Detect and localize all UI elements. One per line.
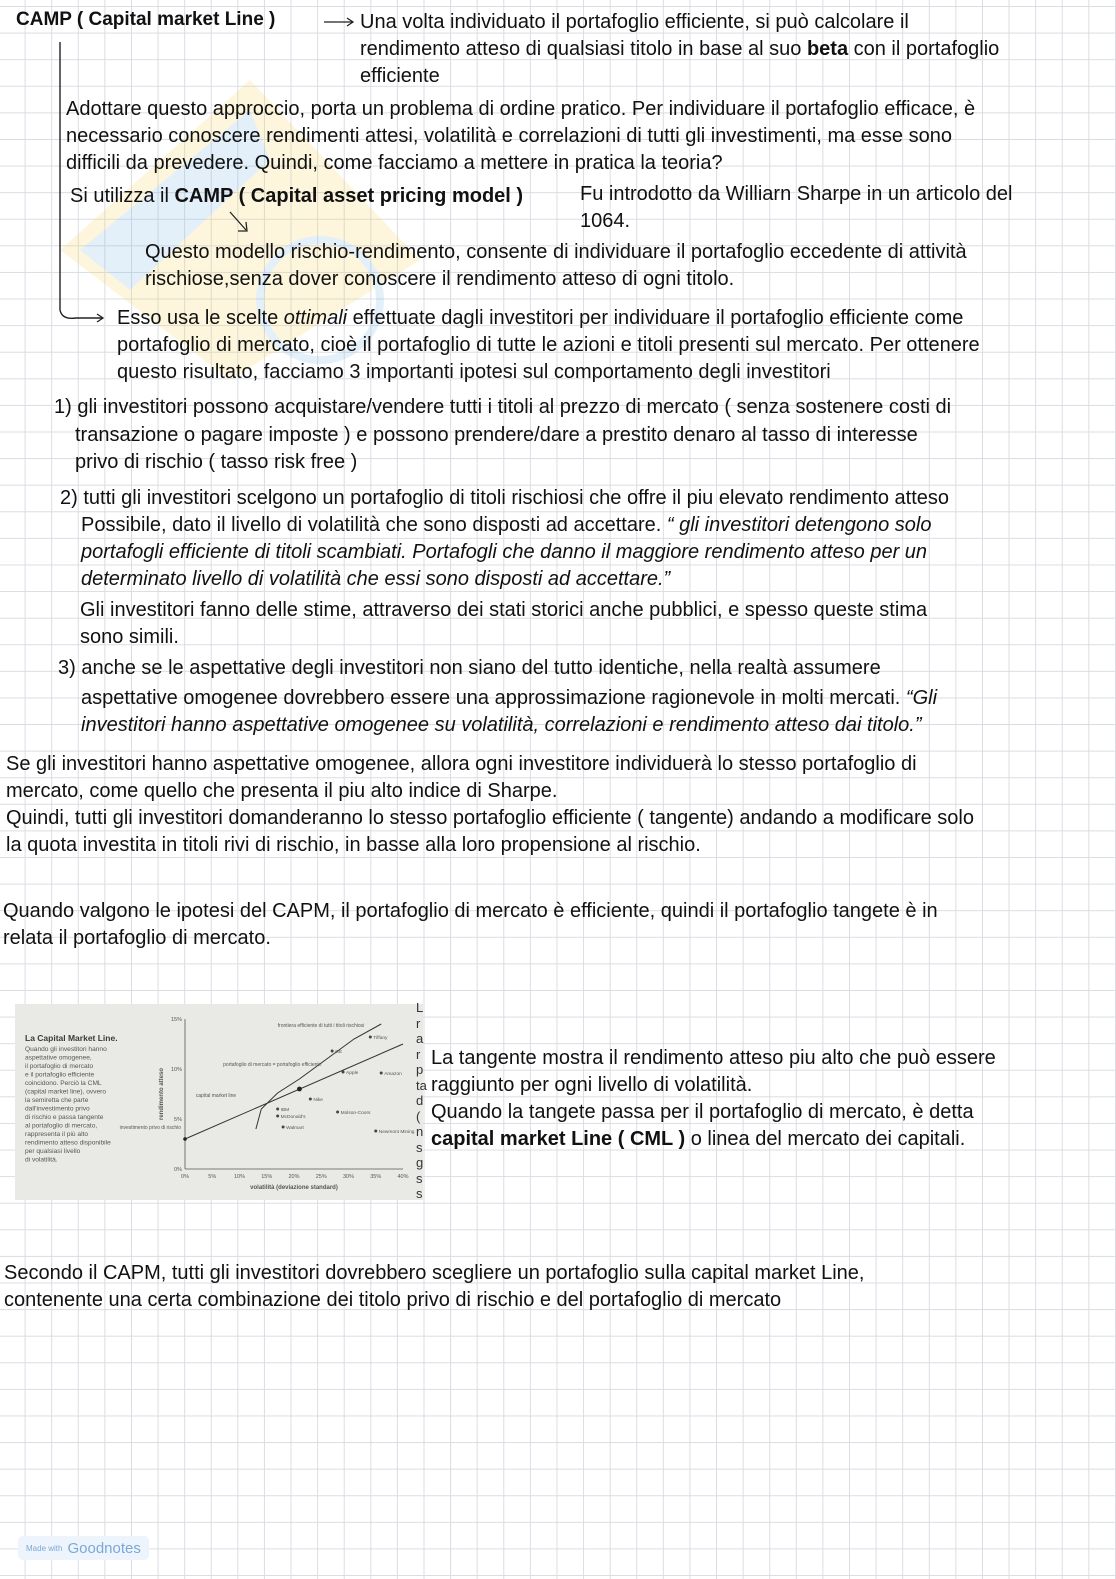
cml-label: capital market line [195, 1093, 237, 1099]
y-tick-label: 15% [170, 1017, 182, 1023]
y-axis-label: rendimento atteso [159, 1067, 165, 1121]
risk-free-point [183, 1137, 187, 1141]
hypothesis-3-line-1: 3) anche se le aspettative degli investitori non siano del tutto identiche, nella realtà assumere [58, 657, 881, 679]
hypothesis-1-line-1: 1) gli investitori possono acquistare/vendere tutti i titoli al prezzo di mercato ( senza sostenere costi di [54, 396, 952, 418]
stock-label: Apple [346, 1071, 359, 1076]
cropped-letter: r [416, 1046, 421, 1062]
chart-caption-line: rappresenta il più alto [25, 1131, 89, 1138]
arrow-down-icon [226, 209, 256, 239]
conclusion-line-1: Secondo il CAPM, tutti gli investitori dovrebbero scegliere un portafoglio sulla capital market Line, [4, 1262, 865, 1284]
chart-caption-line: il portafoglio di mercato [25, 1063, 94, 1070]
stock-point [374, 1130, 377, 1133]
stock-point [282, 1126, 285, 1129]
goodnotes-brand: Goodnotes [67, 1539, 141, 1557]
x-tick-label: 0% [181, 1174, 189, 1180]
chart-caption-line: Quando gli investitori hanno [25, 1046, 107, 1053]
frontier-label: frontiera efficiente di tutti i titoli rischiosi [277, 1023, 365, 1029]
tangent-line-3: Quando la tangete passa per il portafoglio di mercato, è detta [431, 1101, 974, 1123]
made-with-label: Made with [26, 1543, 63, 1553]
capm-valid-line-1: Quando valgono le ipotesi del CAPM, il portafoglio di mercato è efficiente, quindi il portafoglio tangete è in [3, 900, 938, 922]
chart-title: La Capital Market Line. [25, 1033, 118, 1043]
capm-valid-line-2: relata il portafoglio di mercato. [3, 927, 271, 949]
x-axis-label: volatilità (deviazione standard) [250, 1185, 338, 1191]
sharpe-note-1: Fu introdotto da Williarn Sharpe in un articolo del [580, 183, 1013, 205]
chart-caption-line: coincidono. Perciò la CML [25, 1080, 102, 1087]
x-tick-label: 30% [342, 1174, 355, 1180]
uses-line-2: portafoglio di mercato, cioè il portafoglio di tutte le azioni e titoli presenti sul mercato. Per ottenere [117, 334, 980, 356]
chart-caption-line: (capital market line), ovvero [25, 1088, 106, 1096]
stock-point [369, 1036, 372, 1039]
y-tick-label: 0% [174, 1167, 182, 1173]
stock-label: Walmart [286, 1126, 304, 1131]
sharpe-note-2: 1064. [580, 210, 631, 232]
stock-point [276, 1108, 279, 1111]
stock-label: GE [335, 1050, 343, 1055]
stock-label: Newmont Mining [378, 1130, 415, 1135]
x-tick-label: 15% [261, 1174, 273, 1180]
cropped-letter: ta [416, 1077, 427, 1093]
homogeneous-line-2: mercato, come quello che presenta il piu alto indice di Sharpe. [6, 780, 558, 802]
homogeneous-line-4: la quota investita in titoli rivi di rischio, in basse alla loro propensione al rischio. [6, 834, 701, 856]
stock-label: Tiffany [373, 1036, 388, 1041]
tangent-line-2: raggiunto per ogni livello di volatilità. [431, 1074, 753, 1096]
stock-label: Molson-Coors [340, 1111, 371, 1116]
use-camp-line: Si utilizza il CAMP ( Capital asset pricing model ) [70, 185, 524, 207]
chart-caption-line: la semiretta che parte [25, 1097, 89, 1104]
cropped-letter: s [416, 1186, 423, 1201]
chart-caption-line: dall'investimento privo [25, 1105, 90, 1113]
intro-line-1: Una volta individuato il portafoglio efficiente, si può calcolare il [360, 11, 909, 33]
cropped-letter: a [416, 1031, 424, 1046]
chart-caption-line: e il portafoglio efficiente [25, 1071, 95, 1079]
intro-line-3: efficiente [360, 65, 440, 87]
homogeneous-line-1: Se gli investitori hanno aspettative omogenee, allora ogni investitore individuerà lo stesso portafoglio di [6, 753, 917, 775]
stock-point [331, 1050, 334, 1053]
stock-point [276, 1115, 279, 1118]
model-line-1: Questo modello rischio-rendimento, consente di individuare il portafoglio eccedente di attività [145, 241, 967, 263]
camp-heading: CAMP ( Capital market Line ) [16, 9, 276, 30]
x-tick-label: 25% [315, 1174, 327, 1180]
hypothesis-2-line-4: determinato livello di volatilità che essi sono disposti ad accettare.” [81, 568, 671, 590]
cropped-letter: g [416, 1155, 424, 1170]
stock-label: Amazon [384, 1072, 402, 1077]
cropped-letter: ( [416, 1108, 421, 1124]
y-tick-label: 5% [174, 1117, 182, 1123]
chart-caption-line: al portafoglio di mercato, [25, 1122, 98, 1130]
arrow-right-icon [322, 14, 358, 28]
cropped-letter: r [416, 1015, 421, 1031]
hypothesis-2-line-3: portafogli efficiente di titoli scambiati. Portafogli che danno il maggiore rendimento atteso per un [81, 541, 928, 563]
stock-point [342, 1071, 345, 1074]
model-line-2: rischiose,senza dover conoscere il rendimento atteso di ogni titolo. [145, 268, 735, 290]
cropped-letter: d [416, 1093, 424, 1108]
x-tick-label: 20% [288, 1174, 300, 1180]
hypothesis-1-line-3: privo di rischio ( tasso risk free ) [75, 451, 358, 473]
hypothesis-2-line-1: 2) tutti gli investitori scelgono un portafoglio di titoli rischiosi che offre il piu elevato rendimento atteso [60, 487, 949, 509]
goodnotes-badge [18, 1536, 149, 1560]
market-portfolio-label: portafoglio di mercato = portafoglio efficiente [223, 1062, 322, 1068]
hypothesis-3-line-3: investitori hanno aspettative omogenee su volatilità, correlazioni e rendimento atteso dai titolo.” [81, 714, 922, 736]
stock-label: IBM [280, 1108, 290, 1113]
x-tick-label: 5% [208, 1174, 217, 1180]
chart-caption-line: di volatilità. [25, 1156, 58, 1164]
hypothesis-3-line-2: aspettative omogenee dovrebbero essere una approssimazione ragionevole in molti mercati. “Gli [81, 687, 938, 709]
market-portfolio-point [297, 1087, 302, 1092]
cropped-letter: p [416, 1062, 424, 1077]
chart-caption-line: per qualsiasi livello [25, 1148, 81, 1155]
stock-point [309, 1098, 312, 1101]
conclusion-line-2: contenente una certa combinazione dei titolo privo di rischio e del portafoglio di mercato [4, 1289, 782, 1311]
homogeneous-line-3: Quindi, tutti gli investitori domanderanno lo stesso portafoglio efficiente ( tangente) andando a modificare solo [6, 807, 974, 829]
problem-line-2: necessario conoscere rendimenti attesi, volatilità e correlazioni di tutti gli investimenti, ma esse sono [66, 125, 952, 147]
x-tick-label: 40% [397, 1174, 409, 1180]
cml-line [185, 1044, 403, 1139]
chart-caption-line: rendimento atteso disponibile [25, 1139, 111, 1147]
hypothesis-2-note-1: Gli investitori fanno delle stime, attraverso dei stati storici anche pubblici, e spesso queste stima [80, 599, 928, 621]
cropped-letter: s [416, 1139, 423, 1155]
cropped-letter: n [416, 1124, 424, 1139]
hypothesis-2-note-2: sono simili. [80, 626, 179, 648]
intro-line-2: rendimento atteso di qualsiasi titolo in base al suo beta con il portafoglio [360, 38, 1000, 60]
stock-label: Nike [313, 1098, 323, 1103]
y-tick-label: 10% [170, 1067, 182, 1073]
problem-line-3: difficili da prevedere. Quindi, come facciamo a mettere in pratica la teoria? [66, 152, 723, 174]
hypothesis-1-line-2: transazione o pagare imposte ) e possono prendere/dare a prestito denaro al tasso di interesse [75, 424, 918, 446]
chart-caption-line: aspettative omogenee, [25, 1054, 92, 1062]
cropped-text-fragment [416, 1000, 430, 1202]
tangent-line-1: La tangente mostra il rendimento atteso piu alto che può essere [431, 1047, 996, 1069]
stock-point [336, 1111, 339, 1114]
stock-label: McDonald's [280, 1115, 306, 1120]
chart-caption-line: di rischio e passa tangente [25, 1114, 104, 1121]
uses-line-1: Esso usa le scelte ottimali effettuate dagli investitori per individuare il portafoglio efficiente come [117, 307, 964, 329]
cropped-letter: s [416, 1170, 423, 1186]
uses-line-3: questo risultato, facciamo 3 importanti ipotesi sul comportamento degli investitori [117, 361, 831, 383]
tangent-line-4: capital market Line ( CML ) o linea del mercato dei capitali. [431, 1128, 966, 1150]
cropped-letter: L [416, 1000, 424, 1015]
x-tick-label: 35% [370, 1174, 382, 1180]
problem-line-1: Adottare questo approccio, porta un problema di ordine pratico. Per individuare il portafoglio efficace, è [66, 98, 976, 120]
stock-point [380, 1072, 383, 1075]
risk-free-label: investimento privo di rischio [119, 1125, 181, 1131]
hypothesis-2-line-2: Possibile, dato il livello di volatilità che sono disposti ad accettare. “ gli investitori detengono solo [81, 514, 932, 536]
x-tick-label: 10% [233, 1174, 246, 1180]
cml-chart [15, 1004, 423, 1200]
